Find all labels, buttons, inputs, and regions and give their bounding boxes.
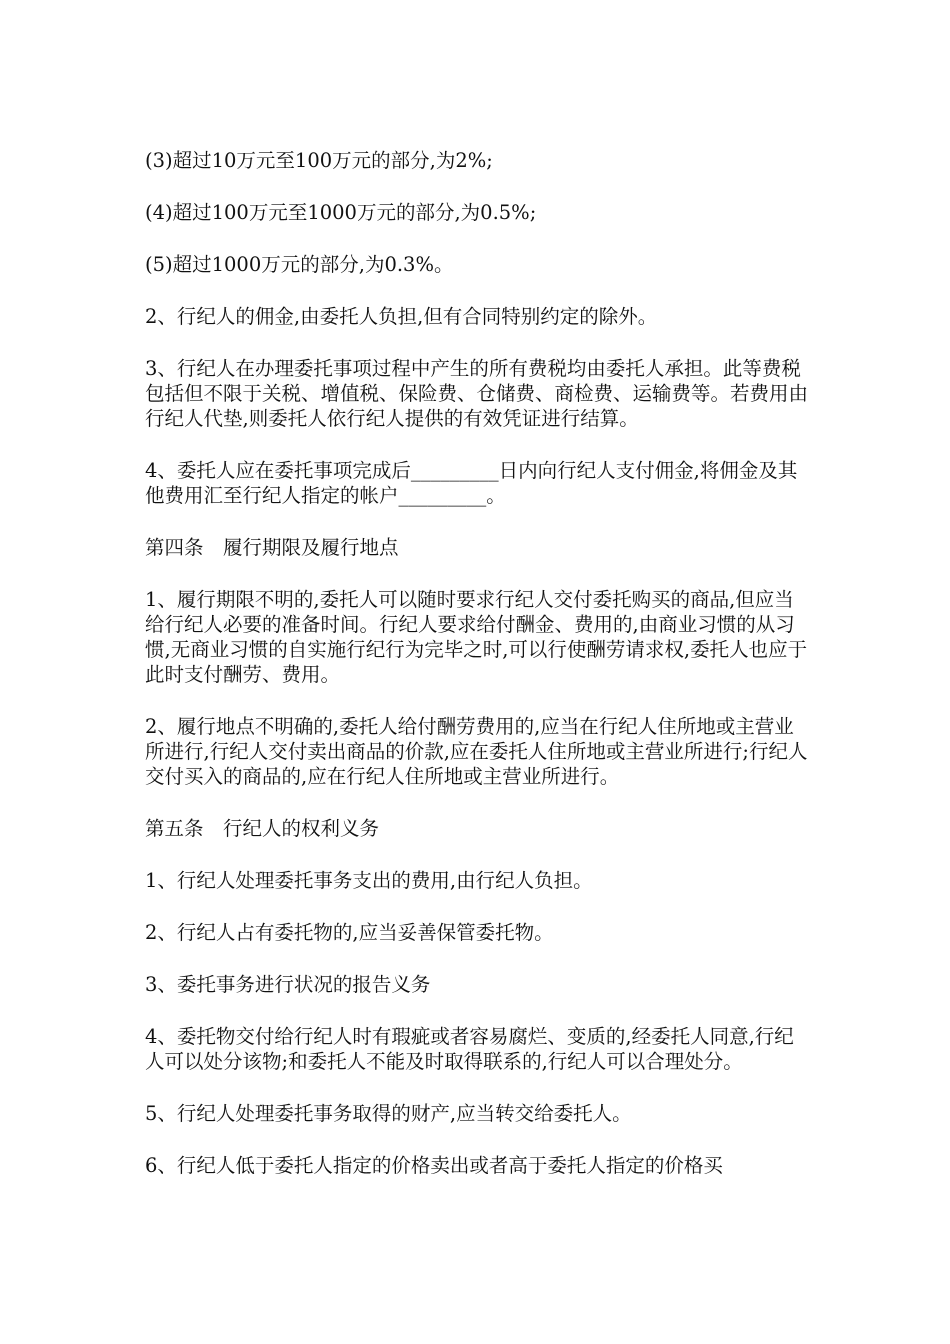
paragraph-defective-goods: 4、委托物交付给行纪人时有瑕疵或者容易腐烂、变质的,经委托人同意,行纪人可以处分该物;和委托人不能及时取得联系的,行纪人可以合理处分。 — [145, 1025, 794, 1073]
paragraph-reporting-duty: 3、委托事务进行状况的报告义务 — [145, 973, 431, 996]
paragraph-fee-tier-5: (5)超过1000万元的部分,为0.3%。 — [145, 253, 454, 276]
paragraph-fee-tier-3: (3)超过10万元至100万元的部分,为2%; — [145, 149, 493, 172]
paragraph-expenses: 1、行纪人处理委托事务支出的费用,由行纪人负担。 — [145, 869, 593, 892]
paragraph-performance-place: 2、履行地点不明确的,委托人给付酬劳费用的,应当在行纪人住所地或主营业所进行,行纪人交付卖出商品的价款,应在委托人住所地或主营业所进行;行纪人交付买入的商品的,应在行纪人住所地或主营业所进行。 — [145, 715, 808, 788]
paragraph-performance-period: 1、履行期限不明的,委托人可以随时要求行纪人交付委托购买的商品,但应当给行纪人必要的准备时间。行纪人要求给付酬金、费用的,由商业习惯的从习惯,无商业习惯的自实施行纪行为完毕之时,可以行使酬劳请求权,委托人也应于此时支付酬劳、费用。 — [145, 588, 808, 686]
document-body — [145, 148, 810, 1178]
paragraph-payment-deadline: 4、委托人应在委托事项完成后_________日内向行纪人支付佣金,将佣金及其他费用汇至行纪人指定的帐户_________。 — [145, 459, 798, 507]
paragraph-taxes-and-fees: 3、行纪人在办理委托事项过程中产生的所有费税均由委托人承担。此等费税包括但不限于关税、增值税、保险费、仓储费、商检费、运输费等。若费用由行纪人代垫,则委托人依行纪人提供的有效凭证进行结算。 — [145, 357, 809, 430]
paragraph-custody: 2、行纪人占有委托物的,应当妥善保管委托物。 — [145, 921, 554, 944]
section-heading-article-5: 第五条 行纪人的权利义务 — [145, 817, 380, 840]
paragraph-price-deviation: 6、行纪人低于委托人指定的价格卖出或者高于委托人指定的价格买 — [145, 1154, 723, 1177]
paragraph-fee-tier-4: (4)超过100万元至1000万元的部分,为0.5%; — [145, 201, 537, 224]
paragraph-commission-burden: 2、行纪人的佣金,由委托人负担,但有合同特别约定的除外。 — [145, 305, 658, 328]
section-heading-article-4: 第四条 履行期限及履行地点 — [145, 536, 399, 559]
paragraph-transfer-property: 5、行纪人处理委托事务取得的财产,应当转交给委托人。 — [145, 1102, 632, 1125]
